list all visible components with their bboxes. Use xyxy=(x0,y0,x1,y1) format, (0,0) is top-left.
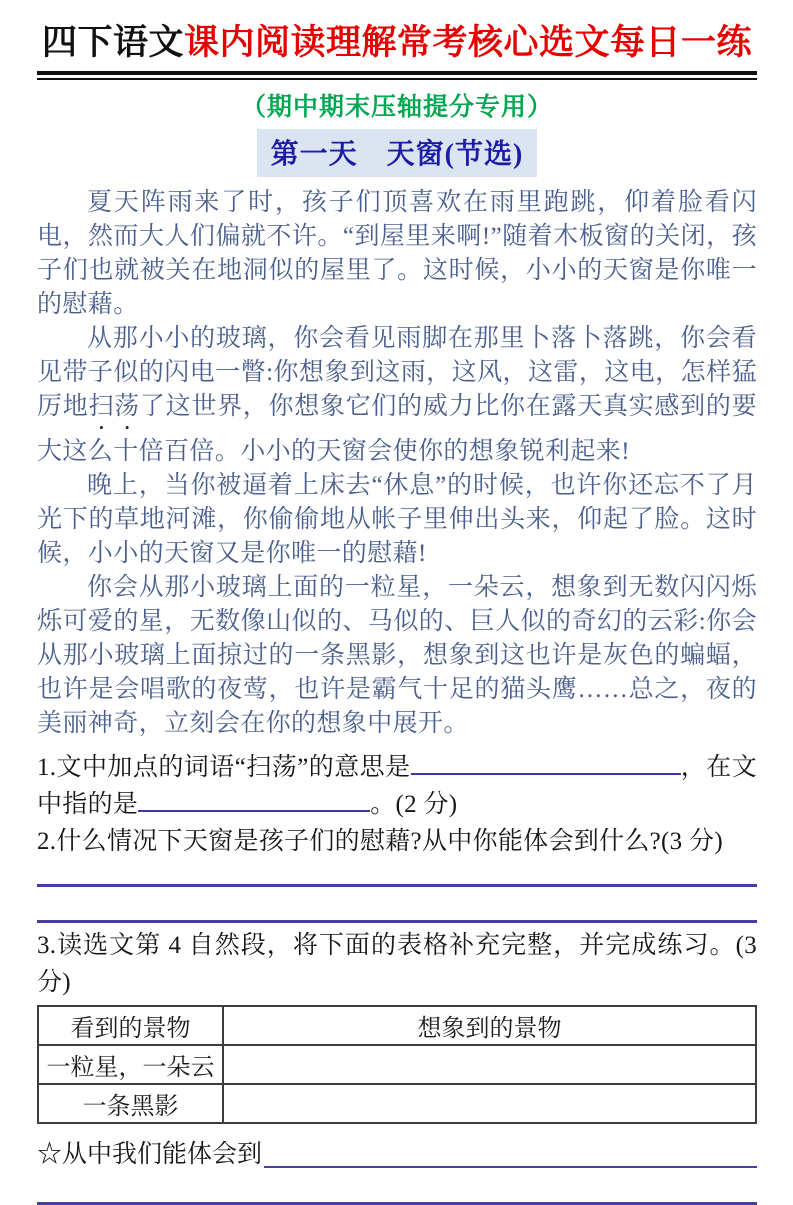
table-row xyxy=(38,1084,756,1123)
table-header-imagined: 想象到的景物 xyxy=(223,1006,756,1045)
day-heading: 第一天 天窗(节选) xyxy=(257,129,538,177)
page-title xyxy=(37,20,757,66)
page-title-accent: 课内阅读理解常考核心选文每日一练 xyxy=(184,23,753,62)
question-2: 2.什么情况下天窗是孩子们的慰藉?从中你能体会到什么?(3 分) xyxy=(37,827,723,855)
table-header-seen: 看到的景物 xyxy=(38,1006,223,1045)
paragraph-2-pre: 从那小小的玻璃，你会看见雨脚在那里卜落卜落跳，你会看见带子似的闪电一瞥:你想象到这雨，这风，这雷，这电，怎样猛厉地 xyxy=(37,324,757,420)
question-1-blank-1 xyxy=(411,753,681,775)
question-1-text-d: 。(2 分) xyxy=(370,790,458,818)
paragraph-3 xyxy=(37,469,757,571)
question-1 xyxy=(37,749,757,823)
paragraph-4-text: 你会从那小玻璃上面的一粒星，一朵云，想象到无数闪闪烁烁可爱的星，无数像山似的、马似的、巨人似的奇幻的云彩:你会从那小玻璃上面掠过的一条黑影，想象到这也许是灰色的蝙蝠，也许是会唱歌的夜莺，也许是霸气十足的猫头鹰……总之，夜的美丽神奇，立刻会在你的想象中展开。 xyxy=(37,573,757,737)
table-cell-imagined-1 xyxy=(223,1045,756,1084)
question-1-text-c: 文中指的是 xyxy=(37,753,758,818)
final-answer-line xyxy=(37,1202,757,1205)
divider-rule-thin xyxy=(37,78,757,80)
paragraph-3-text: 晚上，当你被逼着上床去“休息”的时候，也许你还忘不了月光下的草地河滩，你偷偷地从帐子里伸出头来，仰起了脸。这时候，小小的天窗又是你唯一的慰藉! xyxy=(37,471,757,567)
question-1-blank-2 xyxy=(138,790,370,812)
day-heading-wrap xyxy=(37,129,757,177)
paragraph-2 xyxy=(37,322,757,469)
star-question-text: ☆从中我们能体会到 xyxy=(37,1140,263,1168)
table-cell-seen-1: 一粒星，一朵云 xyxy=(38,1045,223,1084)
table-row xyxy=(38,1045,756,1084)
table-cell-seen-2: 一条黑影 xyxy=(38,1084,223,1123)
paragraph-1 xyxy=(37,186,757,322)
title-divider xyxy=(37,71,757,80)
star-question-blank xyxy=(264,1136,757,1168)
answer-line-2 xyxy=(37,920,757,923)
questions-section xyxy=(37,749,757,1205)
table-header-row xyxy=(38,1006,756,1045)
star-question xyxy=(37,1136,757,1174)
passage xyxy=(37,186,757,741)
exam-subtitle: （期中期末压轴提分专用） xyxy=(240,93,553,121)
answer-line-1 xyxy=(37,884,757,887)
page-title-grade: 四下语文 xyxy=(41,23,184,62)
scenery-table xyxy=(37,1005,757,1124)
paragraph-2-post: 了这世界，你想象它们的威力比你在露天真实感到的要大这么十倍百倍。小小的天窗会使你的想象锐利起来! xyxy=(37,392,757,465)
question-1-text-a: 1.文中加点的词语“扫荡”的意思是 xyxy=(37,753,411,781)
emphasized-word: 扫荡 xyxy=(88,392,140,420)
table-cell-imagined-2 xyxy=(223,1084,756,1123)
question-1-text-b: ，在 xyxy=(680,753,732,781)
paragraph-4 xyxy=(37,571,757,741)
question-3: 3.读选文第 4 自然段，将下面的表格补充完整，并完成练习。(3 分) xyxy=(37,931,757,996)
paragraph-1-text: 夏天阵雨来了时，孩子们顶喜欢在雨里跑跳，仰着脸看闪电，然而大人们偏就不许。“到屋里来啊!”随着木板窗的关闭，孩子们也就被关在地洞似的屋里了。这时候，小小的天窗是你唯一的慰藉。 xyxy=(37,188,757,318)
